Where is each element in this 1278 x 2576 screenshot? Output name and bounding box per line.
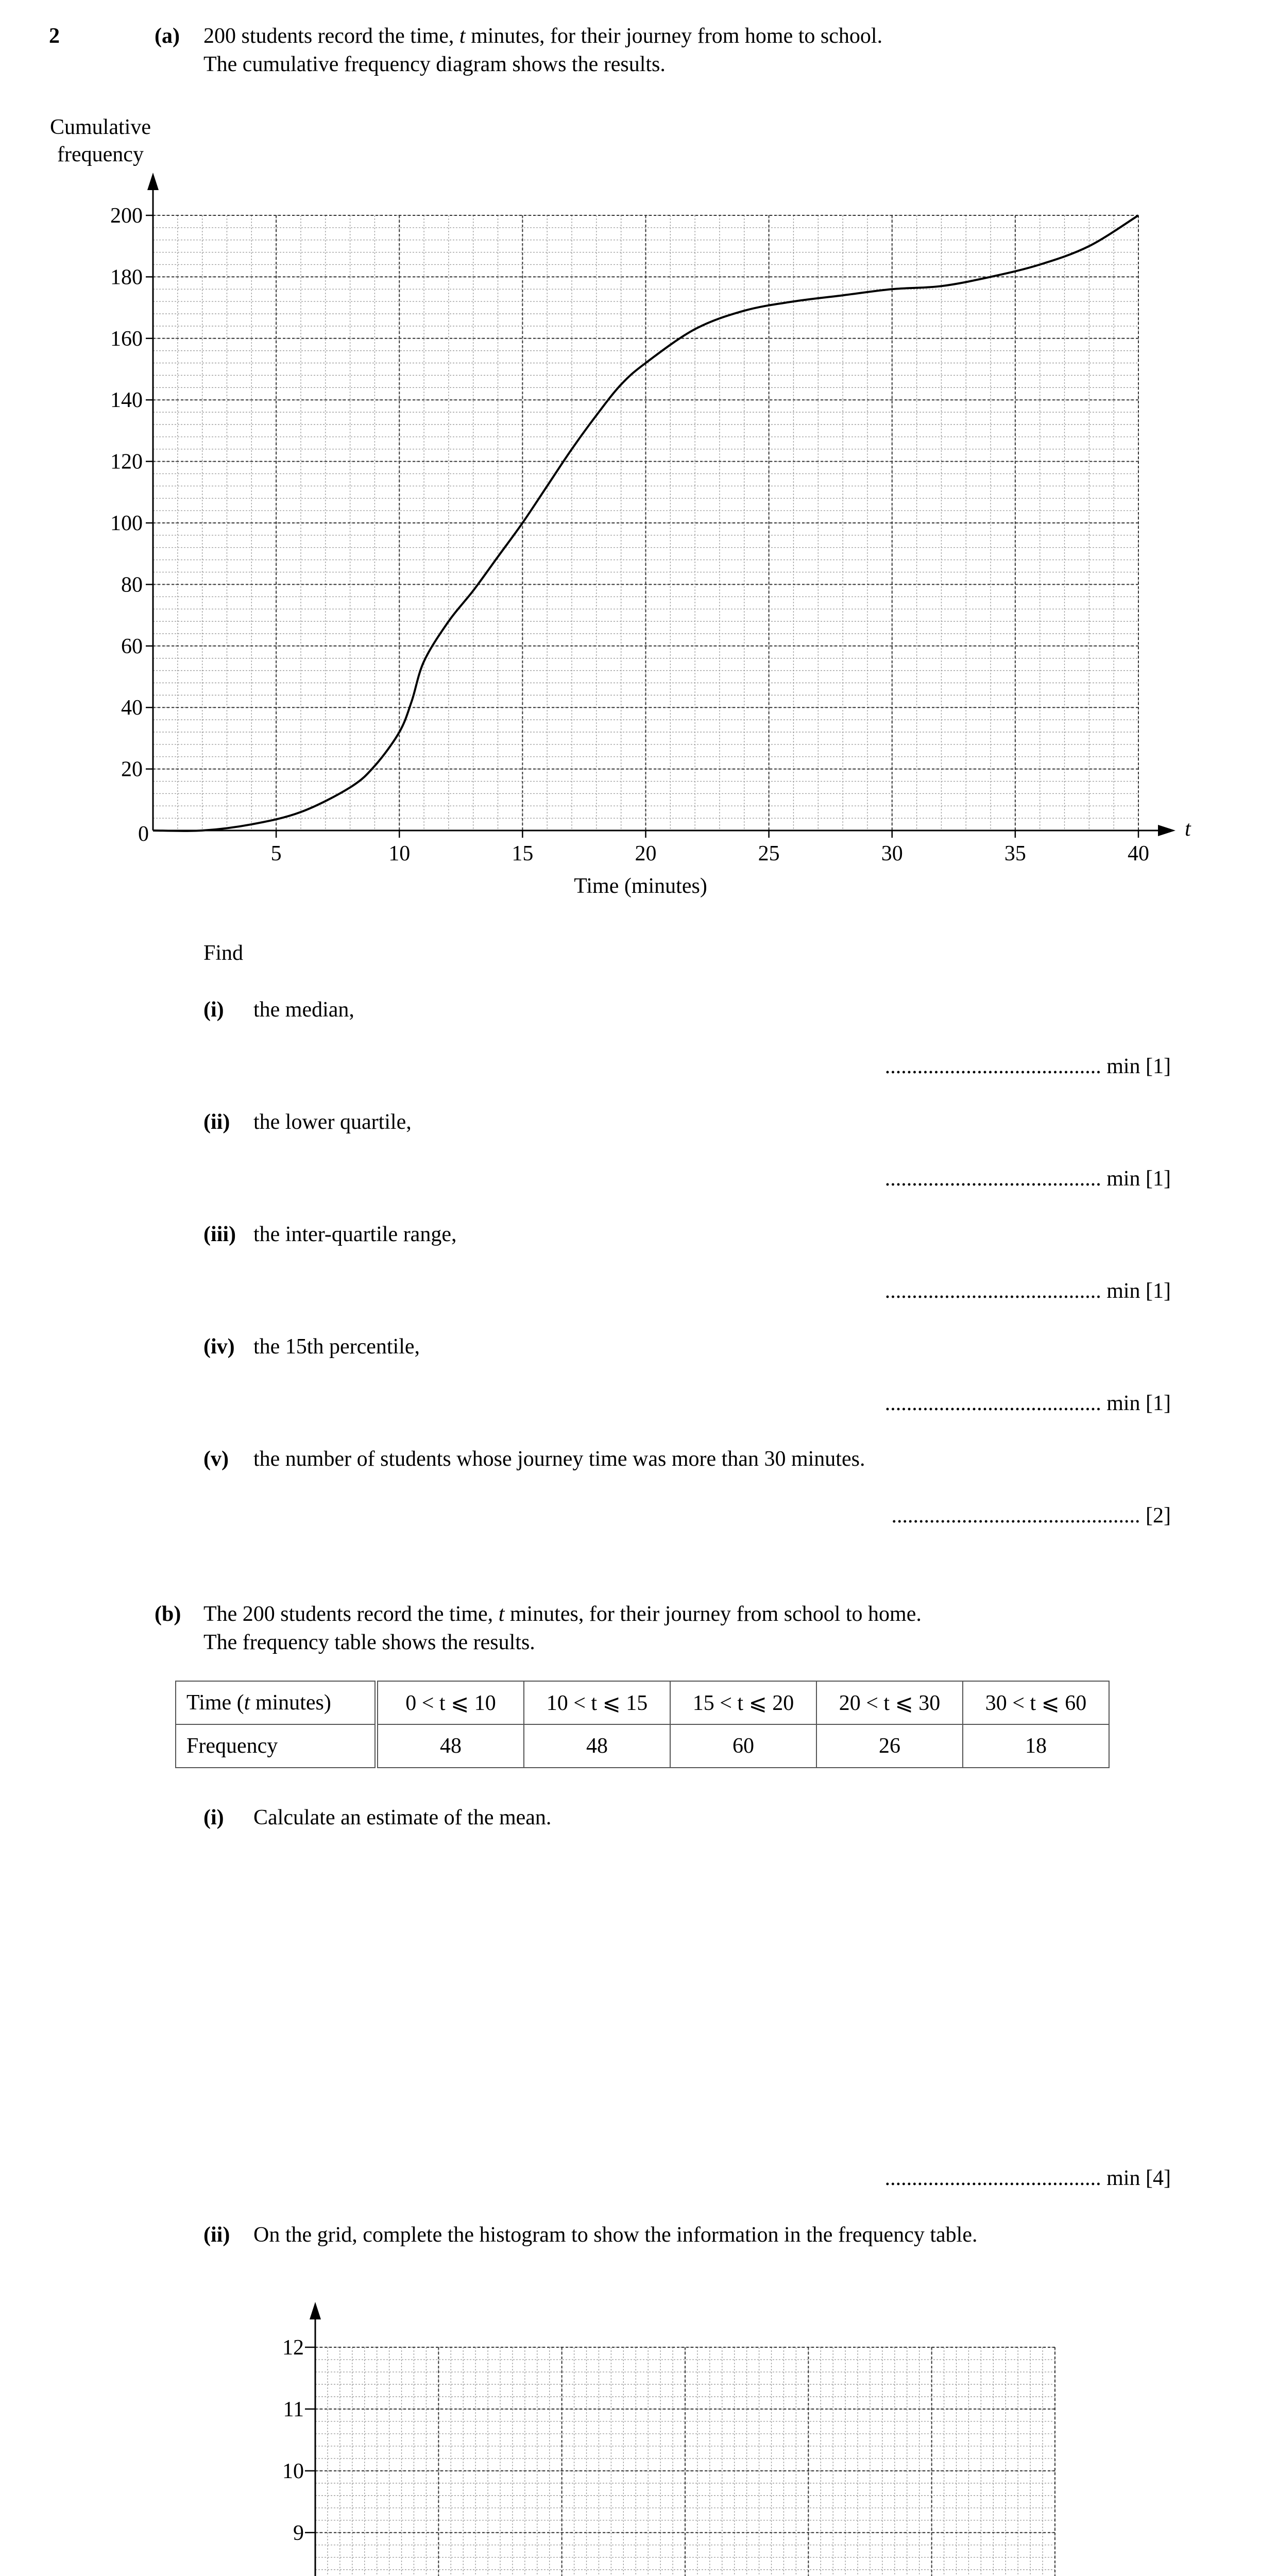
answer-line-mean: ........................................ min [4] [884,2166,1171,2190]
table-interval-cell: 20 < t ⩽ 30 [816,1681,963,1724]
answer-line: .............................................. [2] [891,1504,1171,1528]
x-tick-label: 40 [1128,842,1149,866]
table-header-frequency: Frequency [176,1724,377,1768]
y-tick-label: 120 [110,450,143,474]
table-header-time: Time (t minutes) [176,1681,377,1724]
x-tick-label: 15 [512,842,534,866]
y-axis-label: frequency [57,143,144,166]
answer-line: ........................................ min [1] [884,1055,1171,1078]
table-row-time [176,1681,1109,1724]
x-tick-label: 30 [881,842,903,866]
y-tick-label: 40 [121,696,143,720]
part-b-intro-line1: The 200 students record the time, t minutes, for their journey from school to home. [203,1602,922,1626]
y-tick-label: 11 [283,2397,304,2421]
y-tick-label: 200 [110,204,143,228]
question-text: the inter-quartile range, [253,1223,457,1246]
frequency-table [175,1681,1110,1768]
table-frequency-cell: 60 [670,1724,816,1768]
question-text: the median, [253,998,354,1022]
answer-line: ........................................ min [1] [884,1167,1171,1191]
table-interval-cell: 0 < t ⩽ 10 [377,1681,524,1724]
question-label: (v) [203,1447,229,1471]
table-frequency-cell: 48 [377,1724,524,1768]
table-frequency-cell: 18 [963,1724,1109,1768]
y-tick-label: 80 [121,573,143,597]
y-tick-label: 160 [110,327,143,351]
table-interval-cell: 30 < t ⩽ 60 [963,1681,1109,1724]
y-tick-label: 12 [282,2336,304,2360]
y-tick-label: 180 [110,265,143,290]
y-tick-label: 20 [121,757,143,782]
part-b-i-text: Calculate an estimate of the mean. [253,1806,552,1829]
question-label: (i) [203,998,224,1022]
histogram-chart [0,2267,1278,2576]
x-tick-label: 10 [388,842,411,866]
cumulative-frequency-chart [0,0,1278,927]
part-b-intro-line2: The frequency table shows the results. [203,1631,535,1654]
part-b-label: (b) [155,1602,181,1626]
part-a-label: (a) [155,24,180,48]
table-frequency-cell: 48 [524,1724,670,1768]
y-axis-arrow [147,173,159,190]
y-tick-label: 100 [110,512,143,535]
y-axis-label: Cumulative [50,115,151,139]
find-label: Find [203,941,244,965]
x-tick-label: 20 [635,842,657,866]
table-interval-cell: 15 < t ⩽ 20 [670,1681,816,1724]
x-tick-label: 35 [1004,842,1026,866]
question-text: the 15th percentile, [253,1335,420,1359]
part-a-intro-line1: 200 students record the time, t minutes, for their journey from home to school. [203,24,883,48]
y-tick-label: 60 [121,634,143,658]
answer-line: ........................................ min [1] [884,1392,1171,1415]
y-tick-label: 10 [282,2459,304,2483]
part-a-intro-line2: The cumulative frequency diagram shows the results. [203,53,666,76]
question-text: the number of students whose journey time was more than 30 minutes. [253,1447,865,1471]
y-tick-label: 140 [110,388,143,413]
part-b-ii-label: (ii) [203,2223,230,2247]
x-tick-label: 25 [758,842,780,866]
question-label: (ii) [203,1110,230,1134]
question-label: (iv) [203,1335,235,1359]
origin-label: 0 [138,822,149,846]
part-b-i-label: (i) [203,1806,224,1829]
x-tick-label: 5 [270,842,282,866]
question-label: (iii) [203,1223,236,1246]
x-axis-arrow [1158,825,1175,836]
question-text: the lower quartile, [253,1110,412,1134]
x-axis-variable: t [1185,817,1191,841]
y-axis-arrow [310,2302,321,2319]
table-frequency-cell: 26 [816,1724,963,1768]
question-number: 2 [49,24,60,48]
y-tick-label: 9 [293,2521,304,2545]
table-interval-cell: 10 < t ⩽ 15 [524,1681,670,1724]
x-axis-label: Time (minutes) [574,874,707,898]
table-row-frequency [176,1724,1109,1768]
part-b-ii-text: On the grid, complete the histogram to show the information in the frequency table. [253,2223,978,2247]
answer-line: ........................................ min [1] [884,1279,1171,1303]
